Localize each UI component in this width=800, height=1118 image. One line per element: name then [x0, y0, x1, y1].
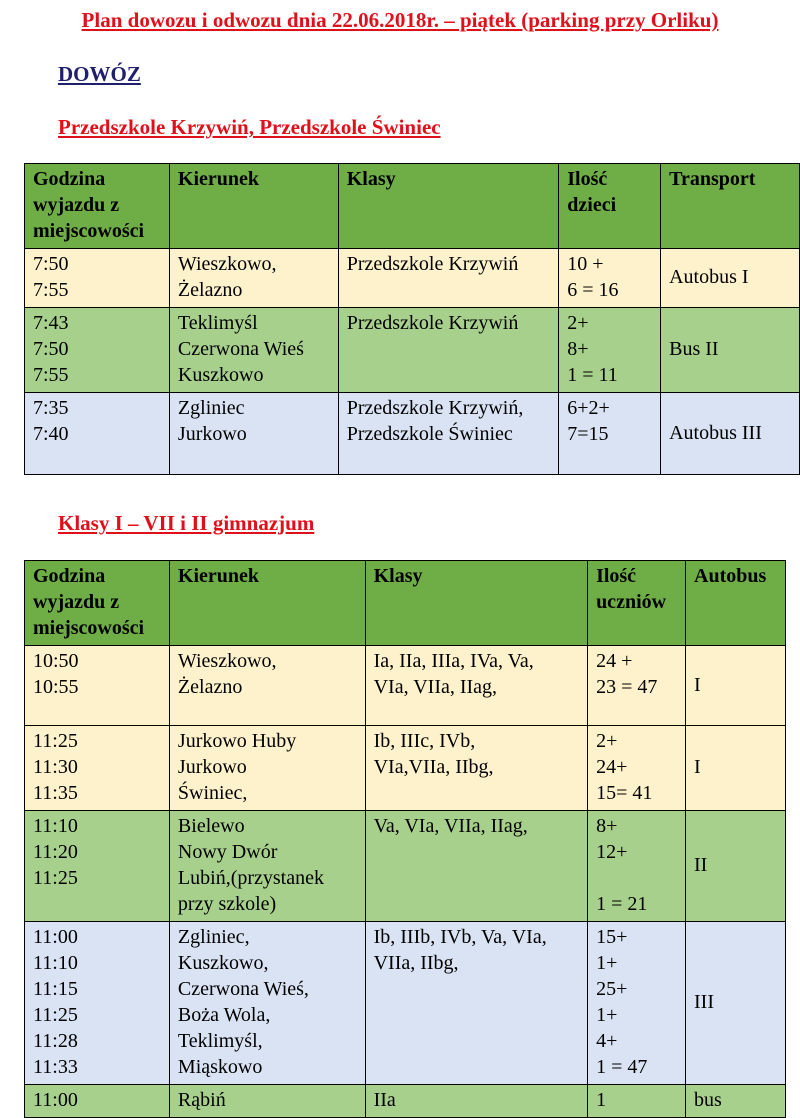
cell-count: 24 + 23 = 47	[588, 646, 686, 726]
school-header-row	[25, 561, 786, 646]
table-row	[25, 646, 786, 726]
header-time: Godzina wyjazdu z miejscowości	[25, 164, 170, 249]
cell-count: 6+2+ 7=15	[559, 393, 661, 475]
cell-time: 11:00	[25, 1085, 170, 1118]
school-table	[24, 560, 786, 1118]
table-row	[25, 726, 786, 811]
cell-classes: IIa	[365, 1085, 587, 1118]
cell-bus: I	[686, 726, 786, 811]
header-transport: Transport	[661, 164, 800, 249]
table-row	[25, 922, 786, 1085]
cell-time: 7:35 7:40	[25, 393, 170, 475]
cell-classes: Ib, IIIb, IVb, Va, VIa, VIIa, IIbg,	[365, 922, 587, 1085]
cell-transport: Bus II	[661, 308, 800, 393]
cell-direction: Jurkowo Huby Jurkowo Świniec,	[169, 726, 365, 811]
table-row	[25, 249, 800, 308]
cell-time: 11:10 11:20 11:25	[25, 811, 170, 922]
cell-count: 15+ 1+ 25+ 1+ 4+ 1 = 47	[588, 922, 686, 1085]
table-row	[25, 393, 800, 475]
preschool-header-row	[25, 164, 800, 249]
header-direction: Kierunek	[169, 164, 338, 249]
cell-classes: Ia, IIa, IIIa, IVa, Va, VIa, VIIa, IIag,	[365, 646, 587, 726]
cell-time: 11:25 11:30 11:35	[25, 726, 170, 811]
preschool-table	[24, 163, 800, 475]
cell-count: 10 + 6 = 16	[559, 249, 661, 308]
cell-direction: Rąbiń	[169, 1085, 365, 1118]
table-row	[25, 811, 786, 922]
cell-direction: Zgliniec, Kuszkowo, Czerwona Wieś, Boża Wola, Teklimyśl, Miąskowo	[169, 922, 365, 1085]
header-classes: Klasy	[338, 164, 559, 249]
cell-classes: Przedszkole Krzywiń	[338, 249, 559, 308]
cell-bus: II	[686, 811, 786, 922]
cell-time: 11:00 11:10 11:15 11:25 11:28 11:33	[25, 922, 170, 1085]
cell-classes: Przedszkole Krzywiń, Przedszkole Świniec	[338, 393, 559, 475]
cell-direction: Wieszkowo, Żelazno	[169, 249, 338, 308]
cell-transport: Autobus III	[661, 393, 800, 475]
cell-time: 7:50 7:55	[25, 249, 170, 308]
header-count: Ilość dzieci	[559, 164, 661, 249]
header-time: Godzina wyjazdu z miejscowości	[25, 561, 170, 646]
cell-direction: Bielewo Nowy Dwór Lubiń,(przystanek przy szkole)	[169, 811, 365, 922]
cell-count: 2+ 8+ 1 = 11	[559, 308, 661, 393]
header-direction: Kierunek	[169, 561, 365, 646]
cell-direction: Teklimyśl Czerwona Wieś Kuszkowo	[169, 308, 338, 393]
cell-time: 10:50 10:55	[25, 646, 170, 726]
section-heading: DOWÓZ	[58, 62, 141, 86]
preschool-heading: Przedszkole Krzywiń, Przedszkole Świniec	[58, 115, 441, 139]
cell-bus: bus	[686, 1085, 786, 1118]
cell-classes: Va, VIa, VIIa, IIag,	[365, 811, 587, 922]
cell-time: 7:43 7:50 7:55	[25, 308, 170, 393]
cell-count: 2+ 24+ 15= 41	[588, 726, 686, 811]
cell-count: 1	[588, 1085, 686, 1118]
school-heading: Klasy I – VII i II gimnazjum	[58, 511, 315, 535]
cell-bus: III	[686, 922, 786, 1085]
cell-classes: Przedszkole Krzywiń	[338, 308, 559, 393]
cell-bus: I	[686, 646, 786, 726]
cell-transport: Autobus I	[661, 249, 800, 308]
table-row	[25, 1085, 786, 1118]
header-bus: Autobus	[686, 561, 786, 646]
cell-direction: Wieszkowo, Żelazno	[169, 646, 365, 726]
cell-count: 8+ 12+ 1 = 21	[588, 811, 686, 922]
page-title: Plan dowozu i odwozu dnia 22.06.2018r. – piątek (parking przy Orliku)	[81, 8, 719, 32]
cell-direction: Zgliniec Jurkowo	[169, 393, 338, 475]
header-classes: Klasy	[365, 561, 587, 646]
table-row	[25, 308, 800, 393]
header-count: Ilość uczniów	[588, 561, 686, 646]
cell-classes: Ib, IIIc, IVb, VIa,VIIa, IIbg,	[365, 726, 587, 811]
